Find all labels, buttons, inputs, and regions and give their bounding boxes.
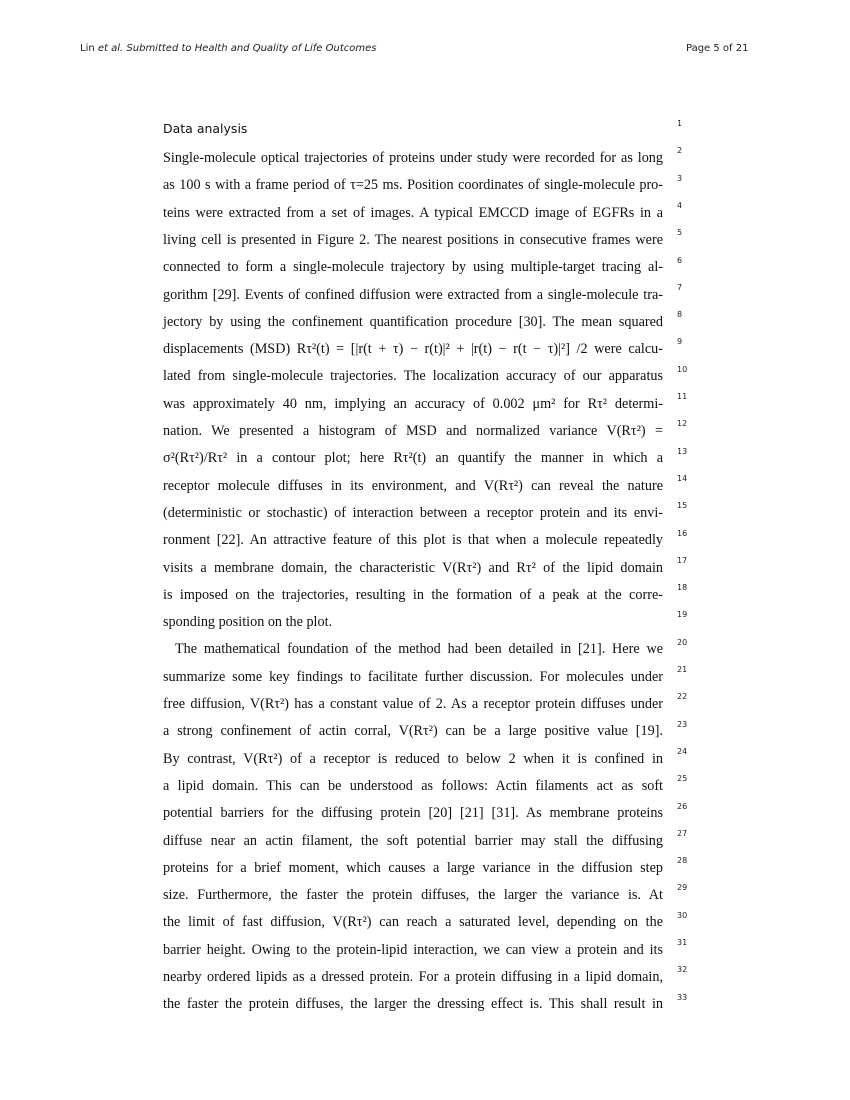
text-line: By contrast, V(Rτ²) of a receptor is reduced to below 2 when it is confined in [163,750,663,767]
line-number: 1 [677,119,683,128]
line-number: 20 [677,637,688,647]
text-line: as 100 s with a frame period of τ=25 ms. Position coordinates of single-molecule pro- [163,177,663,194]
text-line: living cell is presented in Figure 2. The nearest positions in consecutive frames were [163,231,663,248]
text-line: connected to form a single-molecule trajectory by using multiple-target tracing al- [163,259,663,276]
line-number: 33 [677,992,688,1002]
line-number: 2 [677,146,683,156]
header-citation [80,43,376,54]
line-number: 3 [677,173,683,183]
line-number: 26 [677,801,688,811]
text-line: teins were extracted from a set of images. A typical EMCCD image of EGFRs in a [163,204,663,221]
line-number: 28 [677,856,688,866]
line-number: 4 [677,200,683,210]
line-number: 12 [677,419,688,429]
line-number: 7 [677,282,683,292]
text-line: (deterministic or stochastic) of interaction between a receptor protein and its envi- [163,504,663,521]
text-line: potential barriers for the diffusing protein [20] [21] [31]. As membrane proteins [163,805,663,822]
line-number: 21 [677,665,688,674]
text-line: lated from single-molecule trajectories. The localization accuracy of our apparatus [163,368,663,385]
line-number: 27 [677,828,688,838]
line-number: 17 [677,555,688,565]
text-line: σ²(Rτ²)/Rτ² in a contour plot; here Rτ²(t) an quantify the manner in which a [163,450,663,467]
line-number: 10 [677,364,688,374]
line-number: 9 [677,337,683,347]
line-number: 32 [677,965,688,975]
line-number: 30 [677,910,688,920]
header-etal: et al. [97,43,124,54]
text-line: size. Furthermore, the faster the protein diffuses, the larger the variance is. At [163,887,663,904]
text-line: Single-molecule optical trajectories of proteins under study were recorded for as long [163,150,663,166]
line-number: 19 [677,610,688,620]
line-number: 24 [677,746,688,756]
text-line: nearby ordered lipids as a dressed protein. For a protein diffusing in a lipid domain, [163,969,663,985]
line-number: 18 [677,583,688,593]
text-line: barrier height. Owing to the protein-lipid interaction, we can view a protein and its [163,941,663,958]
line-number: 22 [677,692,688,702]
line-number: 31 [677,938,688,947]
text-line: a strong confinement of actin corral, V(Rτ²) can be a large positive value [19]. [163,723,663,740]
line-number: 8 [677,310,683,320]
text-line: the faster the protein diffuses, the larger the dressing effect is. This shall result in [163,996,663,1013]
text-line: a lipid domain. This can be understood as follows: Actin filaments act as soft [163,777,663,794]
text-line: gorithm [29]. Events of confined diffusion were extracted from a single-molecule tra- [163,286,663,303]
text-line: visits a membrane domain, the characteristic V(Rτ²) and Rτ² of the lipid domain [163,559,663,576]
text-line: jectory by using the confinement quantification procedure [30]. The mean squared [163,313,663,330]
text-line: was approximately 40 nm, implying an accuracy of 0.002 μm² for Rτ² determi- [163,395,663,412]
line-number: 5 [677,228,683,238]
line-number: 29 [677,883,688,893]
text-line: the limit of fast diffusion, V(Rτ²) can reach a saturated level, depending on the [163,914,663,931]
text-line: displacements (MSD) Rτ²(t) = [|r(t + τ) − r(t)|² + |r(t) − r(t − τ)|²] /2 were calcu- [163,341,663,358]
text-line: receptor molecule diffuses in its environment, and V(Rτ²) can reveal the nature [163,477,663,494]
line-number: 6 [677,255,683,265]
text-line: diffuse near an actin filament, the soft potential barrier may stall the diffusing [163,832,663,849]
text-line: sponding position on the plot. [163,614,333,631]
text-line: nation. We presented a histogram of MSD and normalized variance V(Rτ²) = [163,423,663,439]
line-number: 15 [677,501,688,511]
text-line: free diffusion, V(Rτ²) has a constant value of 2. As a receptor protein diffuses under [163,696,663,712]
page-number: Page 5 of 21 [686,43,749,54]
line-number: 16 [677,528,688,538]
line-number: 11 [677,392,688,401]
header-journal: Submitted to Health and Quality of Life Outcomes [126,43,377,54]
text-line: ronment [22]. An attractive feature of this plot is that when a molecule repeatedly [163,532,663,549]
section-title: Data analysis [163,121,248,136]
text-line: is imposed on the trajectories, resulting in the formation of a peak at the corre- [163,586,663,603]
line-number: 14 [677,473,688,483]
line-number: 25 [677,774,688,784]
header-authors: Lin [80,43,95,54]
text-line: The mathematical foundation of the method had been detailed in [21]. Here we [175,641,663,658]
text-line: summarize some key findings to facilitate further discussion. For molecules under [163,668,663,685]
line-number: 13 [677,446,688,456]
line-number: 23 [677,719,688,729]
text-line: proteins for a brief moment, which causes a large variance in the diffusion step [163,859,663,876]
